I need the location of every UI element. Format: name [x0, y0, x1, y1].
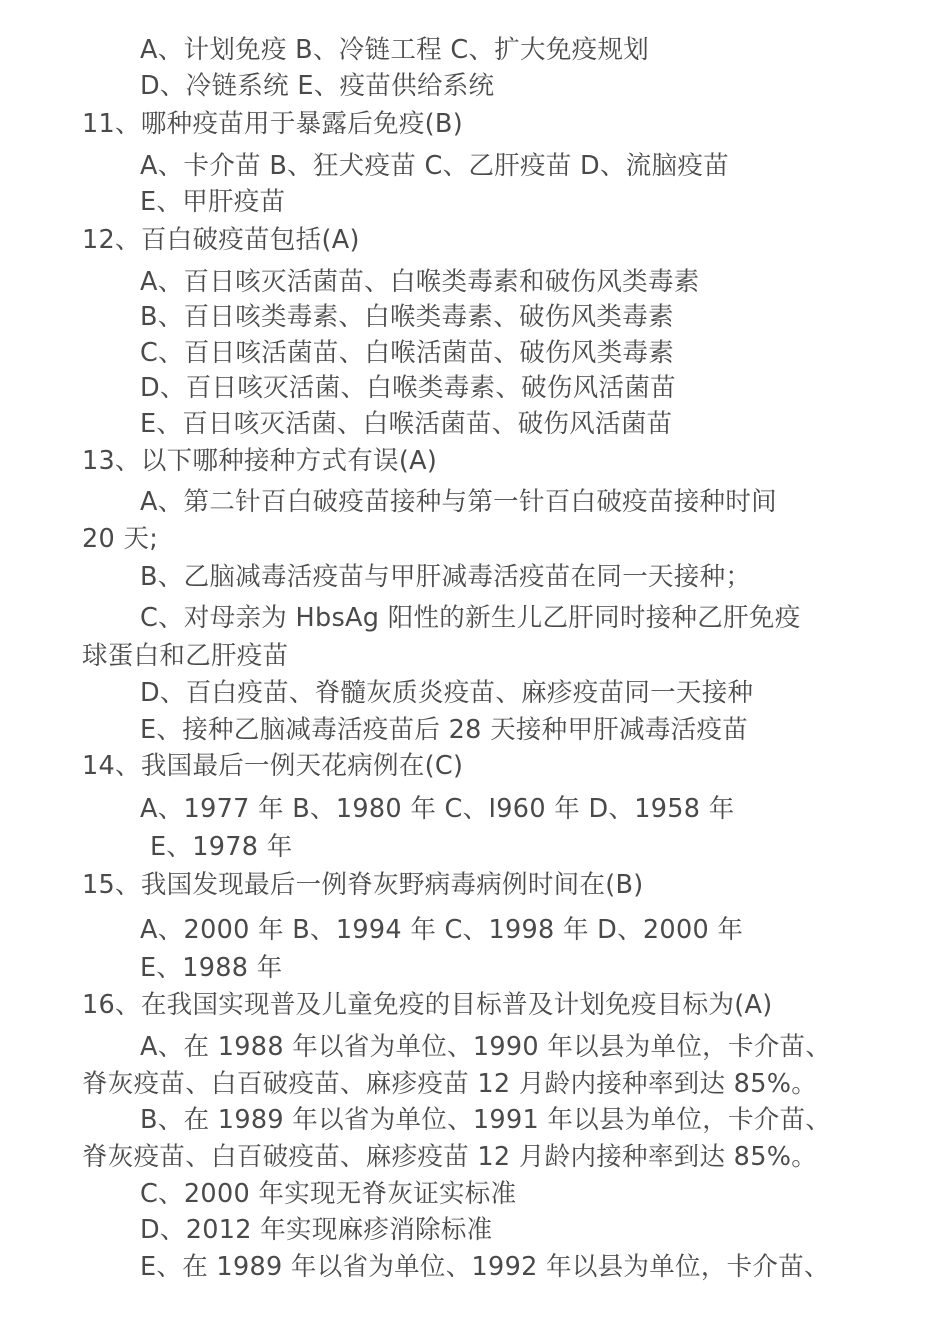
question-line: 16、在我国实现普及儿童免疫的目标普及计划免疫目标为(A) — [82, 990, 773, 1020]
question-line: 15、我国发现最后一例脊灰野病毒病例时间在(B) — [82, 870, 644, 900]
option-line: A、1977 年 B、1980 年 C、I960 年 D、1958 年 — [140, 794, 735, 824]
question-line: 11、哪种疫苗用于暴露后免疫(B) — [82, 109, 463, 139]
option-line: B、百日咳类毒素、白喉类毒素、破伤风类毒素 — [140, 302, 674, 332]
option-line: E、甲肝疫苗 — [140, 187, 286, 217]
continuation-line: 球蛋白和乙肝疫苗 — [82, 641, 289, 671]
option-line: C、2000 年实现无脊灰证实标准 — [140, 1179, 517, 1209]
option-line: D、冷链系统 E、疫苗供给系统 — [140, 71, 495, 101]
question-line: 13、以下哪种接种方式有误(A) — [82, 446, 438, 476]
option-line: D、百白疫苗、脊髓灰质炎疫苗、麻疹疫苗同一天接种 — [140, 678, 754, 708]
option-line: E、在 1989 年以省为单位、1992 年以县为单位，卡介苗、 — [140, 1252, 830, 1282]
option-line: E、接种乙脑减毒活疫苗后 28 天接种甲肝减毒活疫苗 — [140, 715, 749, 745]
option-line: A、第二针百白破疫苗接种与第一针百白破疫苗接种时间 — [140, 487, 777, 517]
option-line: E、1978 年 — [150, 832, 293, 862]
option-line: D、百日咳灭活菌、白喉类毒素、破伤风活菌苗 — [140, 373, 676, 403]
option-line: B、在 1989 年以省为单位、1991 年以县为单位，卡介苗、 — [140, 1105, 832, 1135]
option-line: E、1988 年 — [140, 953, 283, 983]
option-line: B、乙脑减毒活疫苗与甲肝减毒活疫苗在同一天接种； — [140, 562, 752, 592]
option-line: C、百日咳活菌苗、白喉活菌苗、破伤风类毒素 — [140, 338, 675, 368]
option-line: A、百日咳灭活菌苗、白喉类毒素和破伤风类毒素 — [140, 267, 700, 297]
option-line: A、卡介苗 B、狂犬疫苗 C、乙肝疫苗 D、流脑疫苗 — [140, 151, 729, 181]
option-line: C、对母亲为 HbsAg 阳性的新生儿乙肝同时接种乙肝免疫 — [140, 603, 801, 633]
continuation-line: 脊灰疫苗、白百破疫苗、麻疹疫苗 12 月龄内接种率到达 85%。 — [82, 1142, 818, 1172]
option-line: E、百日咳灭活菌、白喉活菌苗、破伤风活菌苗 — [140, 409, 673, 439]
option-line: A、在 1988 年以省为单位、1990 年以县为单位，卡介苗、 — [140, 1032, 832, 1062]
option-line: A、2000 年 B、1994 年 C、1998 年 D、2000 年 — [140, 915, 744, 945]
question-line: 14、我国最后一例天花病例在(C) — [82, 751, 464, 781]
continuation-line: 20 天; — [82, 524, 159, 554]
question-line: 12、百白破疫苗包括(A) — [82, 225, 360, 255]
option-line: D、2012 年实现麻疹消除标准 — [140, 1215, 493, 1245]
continuation-line: 脊灰疫苗、白百破疫苗、麻疹疫苗 12 月龄内接种率到达 85%。 — [82, 1069, 818, 1099]
option-line: A、计划免疫 B、冷链工程 C、扩大免疫规划 — [140, 35, 650, 65]
